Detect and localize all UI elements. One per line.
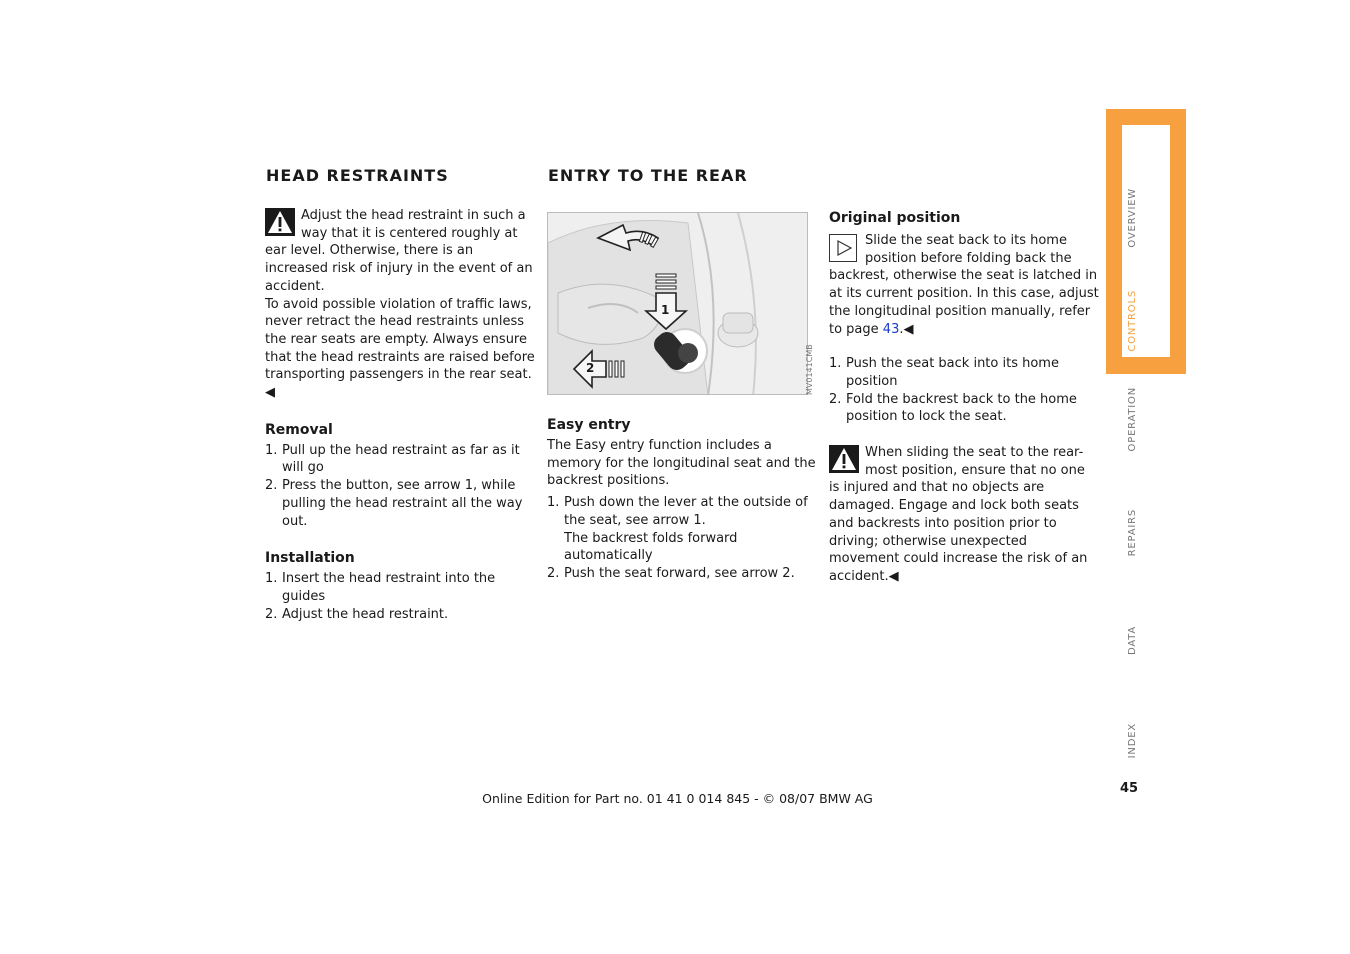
easy-entry-steps [547,494,819,583]
installation-steps [265,570,537,623]
arrow-2-label: 2 [586,361,595,375]
list-item: 2. Press the button, see arrow 1, while pulling the head restraint all the way out. [265,478,523,529]
note-block [829,232,1099,338]
easy-entry-text: The Easy entry function includes a memory for the longitudinal seat and the backrest positions. [547,438,816,489]
original-position-column [829,208,1099,586]
tab-overview[interactable]: OVERVIEW [1127,188,1138,248]
installation-heading: Installation [265,550,355,567]
easy-entry-heading: Easy entry [547,417,631,433]
warning-icon [265,208,295,236]
list-item: 2. Fold the backrest back to the home position to lock the seat. [829,391,1077,425]
tab-index[interactable]: INDEX [1127,723,1138,759]
removal-heading: Removal [265,421,333,438]
tab-repairs[interactable]: REPAIRS [1127,509,1138,557]
list-item: 1. Push down the lever at the outside of the seat, see arrow 1. The backrest folds forward automatically [547,495,808,564]
tab-data[interactable]: DATA [1127,626,1138,655]
warning-block [265,207,537,402]
tab-controls[interactable]: CONTROLS [1127,290,1138,352]
end-mark-icon: ◀ [888,568,899,584]
entry-rear-title: ENTRY TO THE REAR [548,166,748,185]
list-item: 2. Push the seat forward, see arrow 2. [547,565,795,581]
page-number: 45 [1120,781,1139,796]
figure-code: MV0141CMB [805,344,814,395]
head-restraints-column [265,207,537,623]
removal-steps [265,442,537,531]
note-text: Slide the seat back to its home position before folding back the backrest, otherwise the seat is latched in at its current position. In this case, adjust the longitudinal position manually, refer to page 43.◀ [829,233,1099,337]
page-43-link[interactable]: 43 [882,321,900,337]
warning-text: Adjust the head restraint in such a way that it is centered roughly at ear level. Otherwise, there is an increased risk of injury in the event of an accident. [265,208,533,294]
original-position-heading: Original position [829,210,961,226]
note-play-icon [829,234,857,262]
footer-text: Online Edition for Part no. 01 41 0 014 845 - © 08/07 BMW AG [482,791,873,806]
arrow-1-label: 1 [661,303,670,317]
removal-block [265,420,537,531]
list-item: 1. Push the seat back into its home position [829,356,1059,389]
end-mark-icon: ◀ [903,321,914,337]
original-position-steps [829,355,1099,426]
warning-text-3: When sliding the seat to the rear-most position, ensure that no one is injured and that no objects are damaged. Engage and lock both seats and backrests into position prior to driving; otherwise unexpected movement could increase the risk of an accident.◀ [829,445,1088,584]
seat-lever-illustration [547,212,808,395]
warning-icon [829,445,859,473]
warning-text-2: To avoid possible violation of traffic laws, never retract the head restraints unless the rear seats are empty. Always ensure that the head restraints are raised before transporting passengers in the rear seat.◀ [265,296,535,401]
easy-entry-block [547,415,819,583]
tab-operation[interactable]: OPERATION [1127,387,1138,452]
list-item: 2. Adjust the head restraint. [265,606,449,622]
list-item: 1. Insert the head restraint into the guides [265,571,496,604]
installation-block [265,548,537,623]
head-restraints-title: HEAD RESTRAINTS [266,166,449,185]
warning-block-2 [829,444,1099,586]
list-item: 1. Pull up the head restraint as far as it will go [265,442,520,476]
end-mark-icon: ◀ [265,385,275,401]
